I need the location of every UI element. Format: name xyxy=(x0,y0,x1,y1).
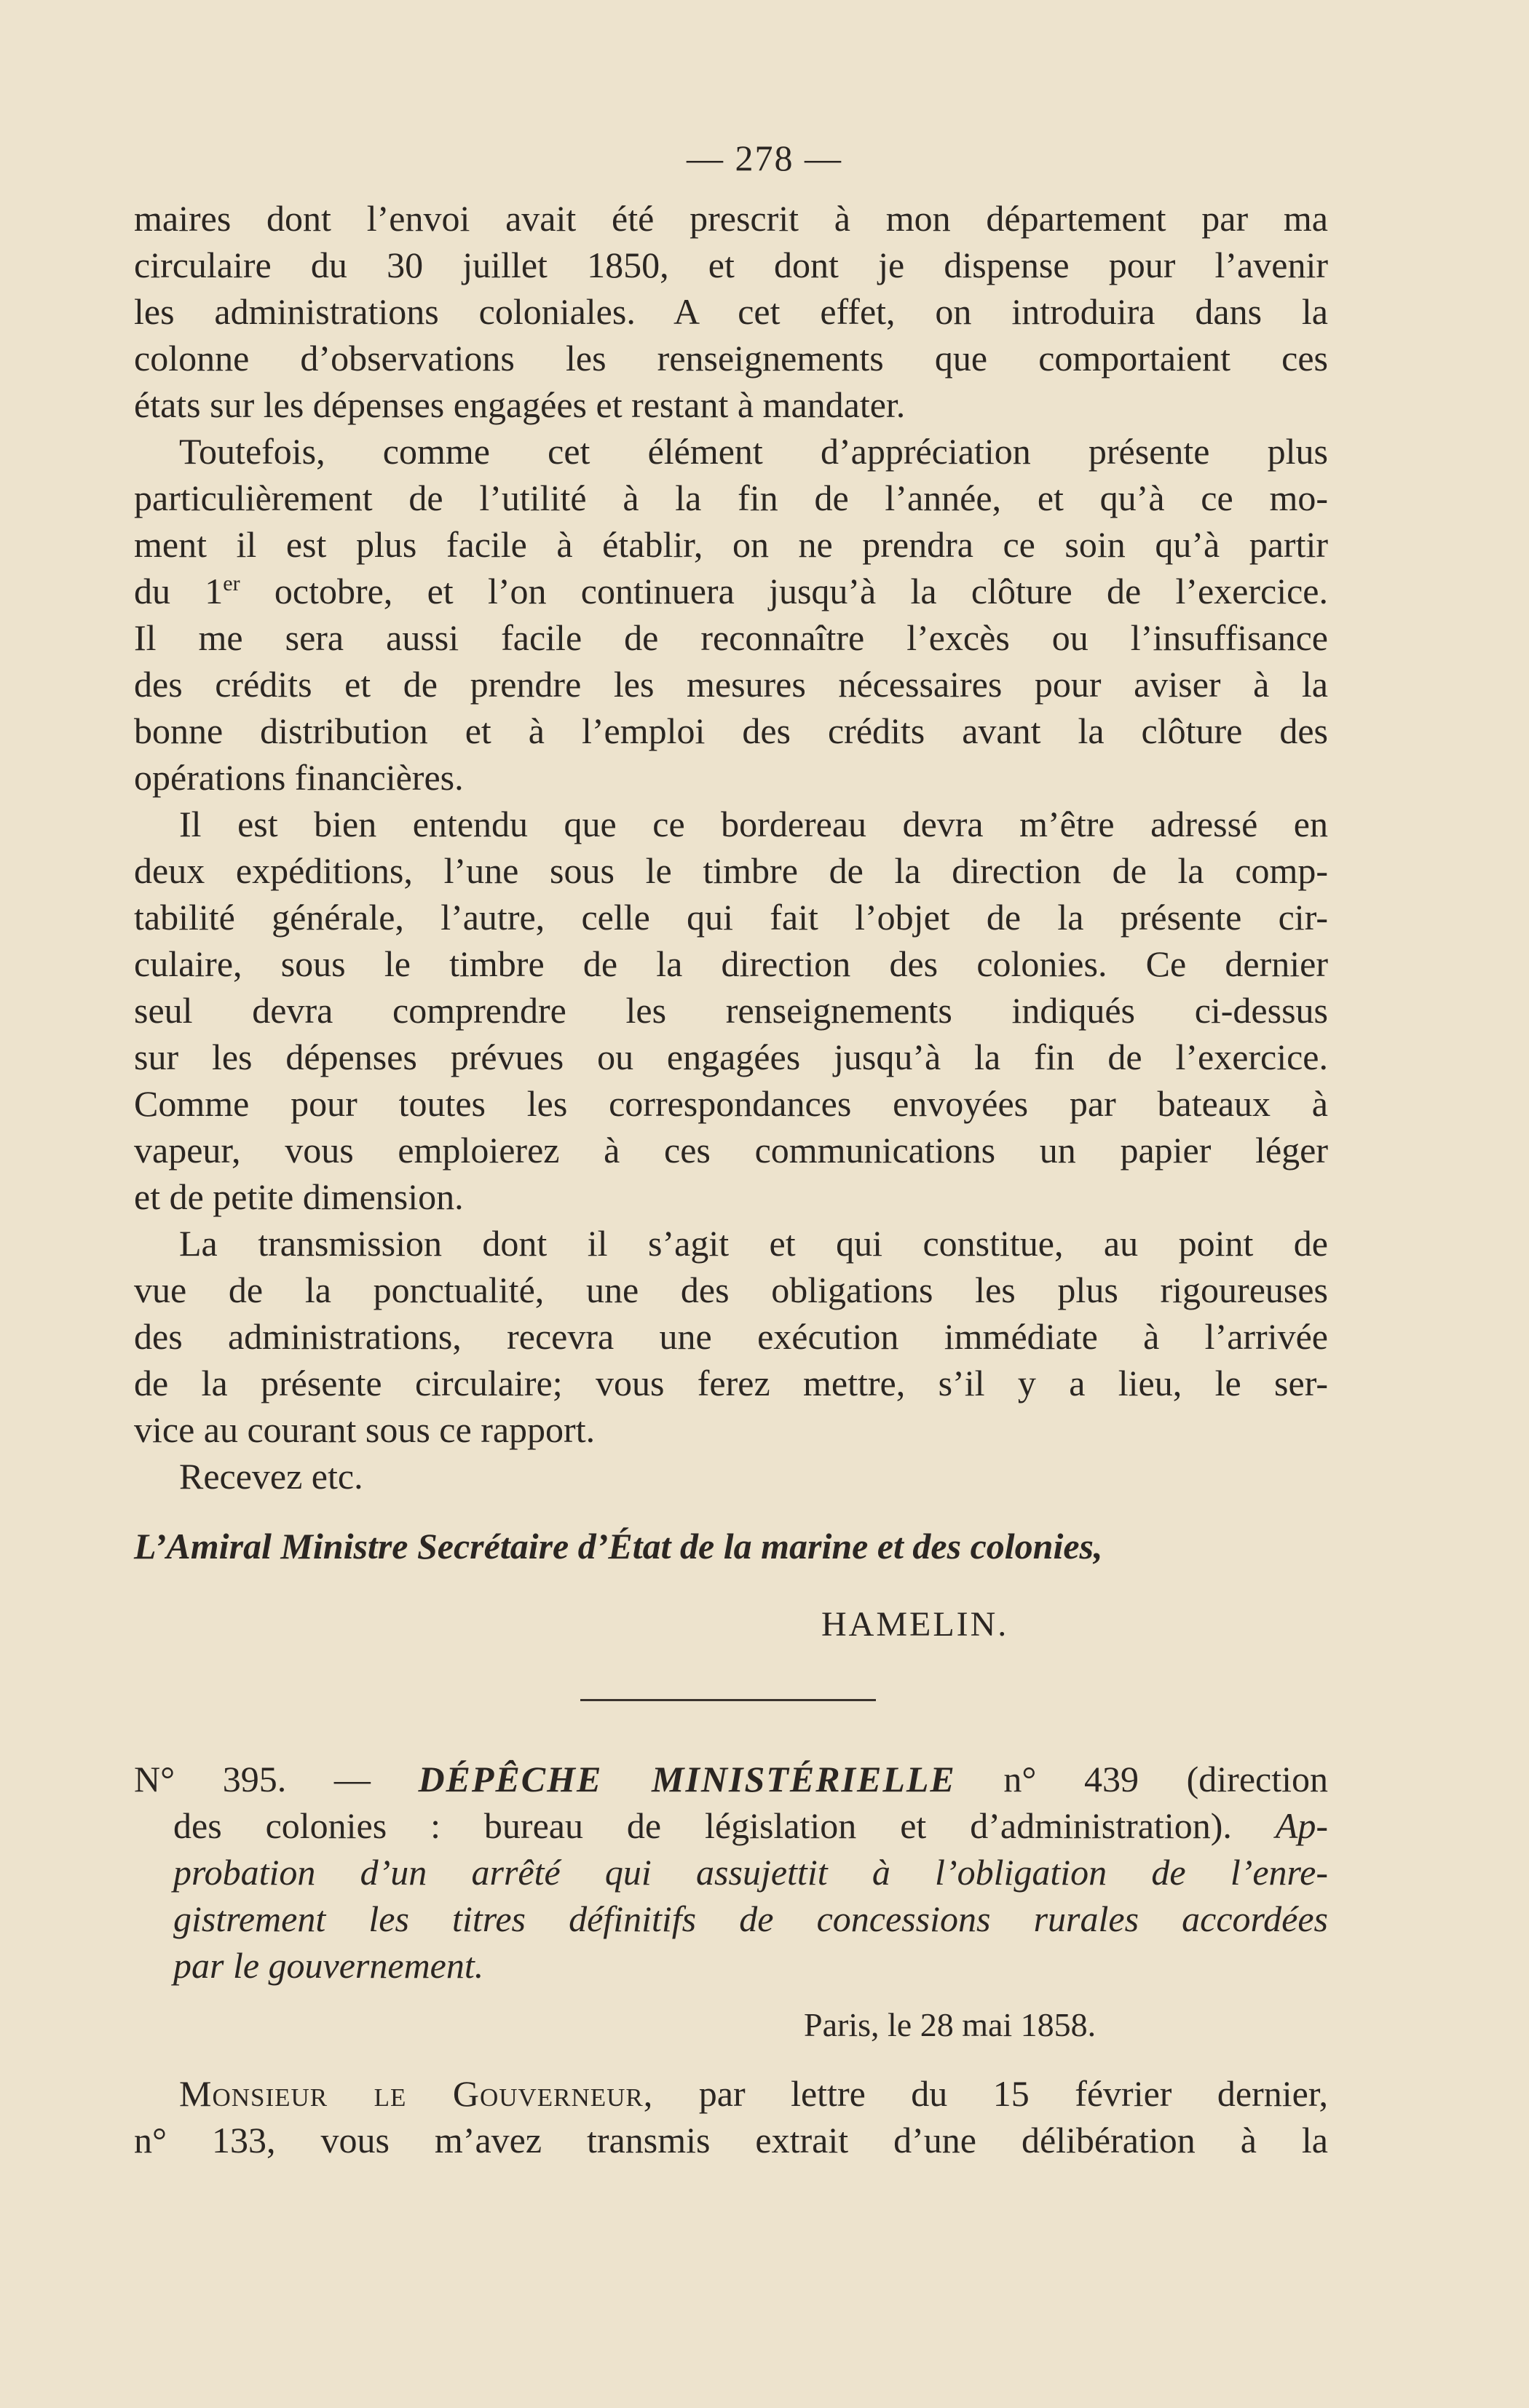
body-line: et de petite dimension. xyxy=(134,1176,464,1217)
body-line: deux expéditions, l’une sous le timbre de la direction de la comp- xyxy=(134,850,1328,891)
depeche-heading xyxy=(134,1756,1328,1989)
body-line: Recevez etc. xyxy=(179,1456,363,1497)
body-line: circulaire du 30 juillet 1850, et dont je dispense pour l’avenir xyxy=(134,245,1328,285)
body-line: sur les dépenses prévues ou engagées jusqu’à la fin de l’exercice. xyxy=(134,1037,1328,1077)
body-line: Toutefois, comme cet élément d’appréciation présente plus xyxy=(179,431,1328,472)
depeche-type: DÉPÊCHE MINISTÉRIELLE xyxy=(418,1759,956,1799)
body-line: Il est bien entendu que ce bordereau devra m’être adressé en xyxy=(179,804,1328,844)
body-line: La transmission dont il s’agit et qui constitue, au point de xyxy=(179,1223,1328,1264)
body-line: tabilité générale, l’autre, celle qui fait l’objet de la présente cir- xyxy=(134,897,1328,938)
letter-line-1 xyxy=(134,2070,1328,2117)
body-line: maires dont l’envoi avait été prescrit à mon département par ma xyxy=(134,198,1328,239)
body-line: les administrations coloniales. A cet effet, on introduira dans la xyxy=(134,291,1328,332)
body-line: seul devra comprendre les renseignements indiqués ci-dessus xyxy=(134,990,1328,1031)
circular-body-text xyxy=(134,195,1328,1500)
body-line: de la présente circulaire; vous ferez mettre, s’il y a lieu, le ser- xyxy=(134,1363,1328,1403)
letter-line-1-text: par lettre du 15 février dernier, xyxy=(653,2073,1328,2114)
depeche-heading-line-3: probation d’un arrêté qui assujettit à l’obligation de l’enre- xyxy=(173,1852,1328,1893)
salutation: Monsieur le Gouverneur, xyxy=(179,2073,654,2114)
body-line: culaire, sous le timbre de la direction des colonies. Ce dernier xyxy=(134,943,1328,984)
body-line: des crédits et de prendre les mesures nécessaires pour aviser à la xyxy=(134,664,1328,705)
depeche-reference: n° 439 (direction xyxy=(955,1759,1329,1799)
depeche-number: N° 395. — xyxy=(134,1759,419,1799)
depeche-subject-start: Ap- xyxy=(1275,1805,1328,1846)
body-line: vice au courant sous ce rapport. xyxy=(134,1409,596,1450)
body-line: Comme pour toutes les correspondances envoyées par bateaux à xyxy=(134,1083,1328,1124)
body-line: bonne distribution et à l’emploi des crédits avant la clôture des xyxy=(134,710,1328,751)
letter-line-2: n° 133, vous m’avez transmis extrait d’une délibération à la xyxy=(134,2120,1328,2161)
body-line: colonne d’observations les renseignements que comportaient ces xyxy=(134,338,1328,379)
body-line: vapeur, vous emploierez à ces communications un papier léger xyxy=(134,1130,1328,1171)
dateline: Paris, le 28 mai 1858. xyxy=(804,2006,1097,2043)
signature-name: HAMELIN. xyxy=(821,1605,1009,1644)
depeche-heading-line-4: gistrement les titres définitifs de concessions rurales accordées xyxy=(173,1898,1328,1939)
body-line: opérations financières. xyxy=(134,757,464,798)
section-divider xyxy=(580,1699,876,1701)
body-line: particulièrement de l’utilité à la fin de l’année, et qu’à ce mo- xyxy=(134,478,1328,518)
letter-opening xyxy=(134,2070,1328,2163)
page-number: — 278 — xyxy=(687,138,842,178)
body-line: vue de la ponctualité, une des obligations les plus rigoureuses xyxy=(134,1270,1328,1310)
body-line: ment il est plus facile à établir, on ne prendra ce soin qu’à partir xyxy=(134,524,1328,565)
depeche-direction: des colonies : bureau de législation et d’administration). xyxy=(173,1805,1276,1846)
body-line: des administrations, recevra une exécution immédiate à l’arrivée xyxy=(134,1316,1328,1357)
depeche-heading-line-1 xyxy=(134,1756,1328,1802)
body-line: du 1er octobre, et l’on continuera jusqu’à la clôture de l’exercice. xyxy=(134,571,1328,611)
signature-title: L’Amiral Ministre Secrétaire d’État de la marine et des colonies, xyxy=(134,1526,1103,1567)
body-line: états sur les dépenses engagées et restant à mandater. xyxy=(134,384,906,425)
depeche-heading-line-2 xyxy=(134,1802,1328,1849)
body-line: Il me sera aussi facile de reconnaître l’excès ou l’insuffisance xyxy=(134,617,1328,658)
depeche-heading-line-5: par le gouvernement. xyxy=(173,1945,484,1986)
